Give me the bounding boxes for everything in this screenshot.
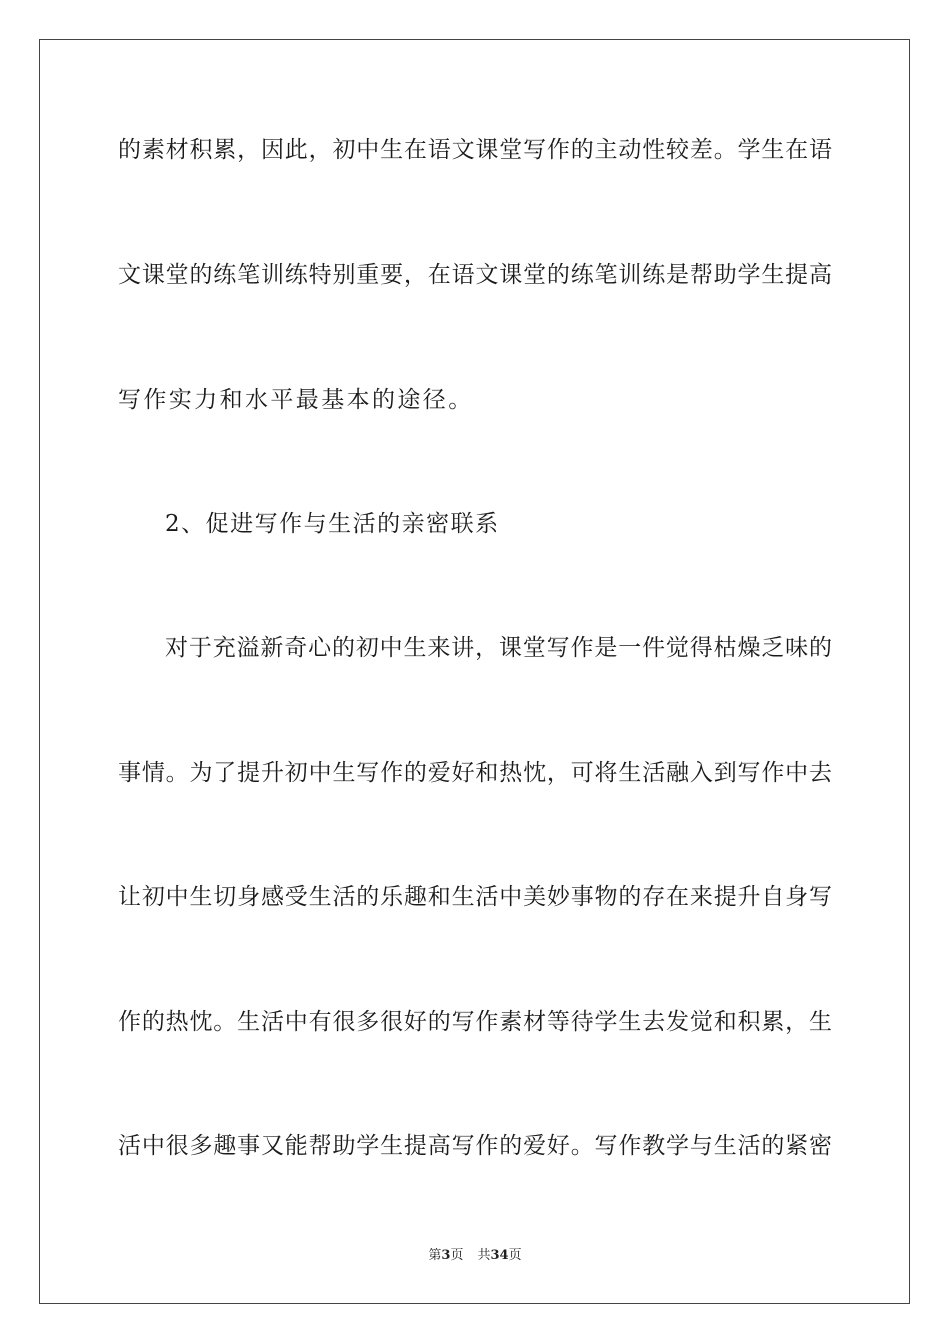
body-text-line-3: 写作实力和水平最基本的途径。	[118, 387, 474, 413]
body-text-line-2: 文课堂的练笔训练特别重要，在语文课堂的练笔训练是帮助学生提高	[118, 262, 832, 288]
total-prefix: 共	[477, 1248, 491, 1263]
body-text-line-6: 事情。为了提升初中生写作的爱好和热忱，可将生活融入到写作中去	[118, 760, 832, 786]
page-number: 3	[441, 1248, 451, 1263]
body-text-line-1: 的素材积累，因此，初中生在语文课堂写作的主动性较差。学生在语	[118, 137, 832, 163]
page-suffix: 页	[450, 1248, 464, 1263]
total-pages: 34	[490, 1248, 509, 1263]
body-text-line-8: 作的热忱。生活中有很多很好的写作素材等待学生去发觉和积累，生	[118, 1009, 832, 1035]
page-prefix: 第	[428, 1248, 442, 1263]
total-suffix: 页	[508, 1248, 522, 1263]
body-text-line-9: 活中很多趣事又能帮助学生提高写作的爱好。写作教学与生活的紧密	[118, 1133, 832, 1159]
body-text-line-5: 对于充溢新奇心的初中生来讲，课堂写作是一件觉得枯燥乏味的	[165, 635, 832, 661]
body-text-line-7: 让初中生切身感受生活的乐趣和生活中美妙事物的存在来提升自身写	[118, 884, 832, 910]
page-footer	[0, 1247, 950, 1265]
section-heading: 2、促进写作与生活的亲密联系	[165, 511, 500, 537]
page-border	[39, 39, 910, 1304]
